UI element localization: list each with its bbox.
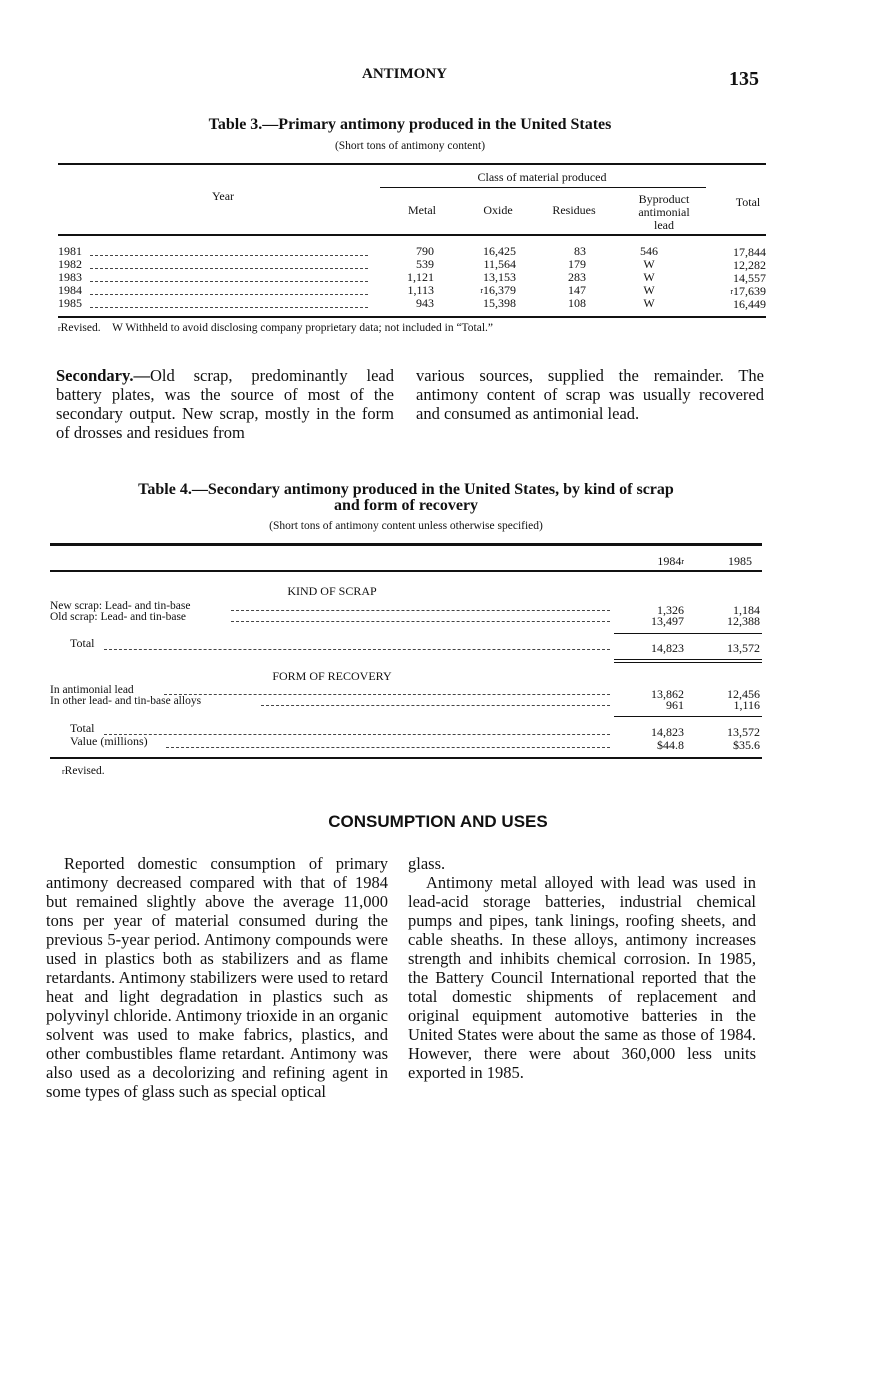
table3-col-total: Total: [735, 195, 761, 209]
page-number: 135: [729, 68, 759, 90]
consumption-right-p2: Antimony metal alloyed with lead was used in lead-acid storage batteries, industrial chemical pumps and pipes, tank linings, roofing sheets, and cable sheaths. In these alloys, antimony increases strength and inhibits chemical corrosion. In 1985, the Battery Council International reported that the total domestic shipments of replacement and original equipment automotive batteries in the United States were about the same as those of 1984. However, there were about 360,000 less units exported in 1985.: [408, 873, 756, 1082]
table4-row-label: In other lead- and tin-base alloys: [50, 695, 202, 707]
table3-cell-metal: 539: [416, 257, 434, 271]
table4-double-rule-a: [614, 659, 762, 660]
consumption-right-p1: glass.: [408, 854, 446, 873]
table3-col-metal: Metal: [408, 203, 436, 217]
table3-cell-residues: 147: [568, 283, 586, 297]
table3-cell-oxide: $^r$16,379: [480, 283, 516, 297]
table3-subcaption: (Short tons of antimony content): [334, 140, 486, 152]
table4-row-v1: 961: [666, 698, 684, 712]
table4-header-rule: [50, 570, 762, 572]
table4-row-v1: 13,862: [651, 687, 684, 701]
table4-row-leader: [164, 694, 610, 695]
table3-bottom-rule: [58, 316, 766, 318]
table4-subcaption: (Short tons of antimony content unless otherwise specified): [269, 520, 543, 532]
table4-section-form-of-recovery: FORM OF RECOVERY: [272, 669, 392, 683]
table3-cell-residues: 283: [568, 270, 586, 284]
table4-total1-v1: 14,823: [651, 641, 684, 655]
table4-total1-leader: [104, 649, 610, 650]
table3-cell-metal: 943: [416, 296, 434, 310]
table3-cell-total: 17,844: [733, 245, 766, 259]
table4-row-v2: 12,388: [727, 614, 760, 628]
table3-cell-residues: 179: [568, 257, 586, 271]
table3-cell-total: $^r$17,639: [730, 284, 766, 298]
table4-row-v2: 1,116: [733, 698, 760, 712]
table3-cell-oxide: 16,425: [483, 244, 516, 258]
table3-cell-byproduct: W: [643, 270, 655, 284]
table4-subtotal-rule: [614, 633, 762, 634]
table3-row-leader: [90, 307, 368, 308]
table3-group-rule: [380, 187, 706, 188]
table3-row-leader: [90, 281, 368, 282]
table3-row-year: 1985: [58, 296, 82, 310]
secondary-lead-in: Secondary.—: [56, 366, 150, 385]
table3-row-year: 1984: [58, 283, 82, 297]
section-heading-consumption: CONSUMPTION AND USES: [328, 812, 548, 831]
table4-value-leader: [166, 747, 610, 748]
table3-caption: Table 3.—Primary antimony produced in the United States: [208, 116, 612, 133]
table3-cell-metal: 1,121: [407, 270, 434, 284]
table3-row-year: 1983: [58, 270, 82, 284]
consumption-left-column: Reported domestic consumption of primary antimony decreased compared with that of 1984 but remained slightly above the average 11,000 tons per year of material consumed during the previous 5-year period. Antimony compounds were used in plastics both as stabilizers and as flame retardants. Antimony stabilizers were used to retard heat and light degradation in plastics such as polyvinyl chloride. Antimony trioxide in an organic solvent was used to make fabrics, plastics, and other combustibles flame retardant. Antimony was also used as a decolorizing and refining agent in some types of glass such as special optical: [46, 854, 388, 1101]
table3-cell-residues: 108: [568, 296, 586, 310]
table3-top-rule: [58, 163, 766, 165]
revised-mark: r: [480, 286, 483, 295]
table4-total2-leader: [104, 734, 610, 735]
table4-total2-label: Total: [70, 721, 95, 735]
table3-cell-oxide: 15,398: [483, 296, 516, 310]
consumption-right-column: [408, 854, 756, 1082]
secondary-paragraph-left: [56, 366, 394, 442]
table3-header-rule: [58, 234, 766, 236]
table4-value-v2: $35.6: [733, 738, 760, 752]
table3-cell-byproduct: W: [643, 257, 655, 271]
table4-caption-line2: and form of recovery: [333, 497, 479, 514]
table4-col-1985: 1985: [728, 554, 752, 568]
table4-row-leader: [231, 610, 610, 611]
table3-cell-oxide: 13,153: [483, 270, 516, 284]
table4-double-rule-b: [614, 662, 762, 663]
table4-total1-label: Total: [70, 636, 95, 650]
table4-col-1984: 1984$^r$: [657, 554, 684, 568]
table3-row-leader: [90, 294, 368, 295]
table3-cell-residues: 83: [574, 244, 586, 258]
table4-row-v1: 13,497: [651, 614, 684, 628]
table3-cell-byproduct: W: [643, 296, 655, 310]
table4-caption-line1: Table 4.—Secondary antimony produced in the United States, by kind of scrap: [138, 481, 674, 498]
table4-row-v2: 1,184: [733, 603, 760, 617]
table4-section-kind-of-scrap: KIND OF SCRAP: [287, 584, 377, 598]
table3-cell-oxide: 11,564: [483, 257, 516, 271]
table4-row-leader: [261, 705, 610, 706]
table4-row-label: Old scrap: Lead- and tin-base: [50, 611, 187, 623]
table3-col-byproduct: Byproduct antimonial lead: [638, 192, 690, 232]
table3-footnote: $^r$Revised. W Withheld to avoid disclosing company proprietary data; not included in “Total.”: [58, 322, 494, 334]
table4-row-leader: [231, 621, 610, 622]
table4-subtotal2-rule: [614, 716, 762, 717]
table3-cell-metal: 1,113: [407, 283, 434, 297]
table3-cell-total: 14,557: [733, 271, 766, 285]
table4-footnote: $^r$Revised.: [62, 765, 105, 777]
revised-mark: r: [730, 287, 733, 296]
secondary-left-text: Old scrap, predominantly lead battery plates, was the source of most of the secondary output. New scrap, mostly in the form of drosses and residues from: [56, 366, 394, 442]
table3-cell-metal: 790: [416, 244, 434, 258]
table3-cell-byproduct: 546: [640, 244, 658, 258]
table4-bottom-rule: [50, 757, 762, 759]
table3-row-year: 1981: [58, 244, 82, 258]
table3-col-year: Year: [211, 189, 235, 203]
table3-cell-total: 16,449: [733, 297, 766, 311]
table4-row-label: In antimonial lead: [50, 684, 134, 696]
table3-row-leader: [90, 268, 368, 269]
table4-row-v2: 12,456: [727, 687, 760, 701]
table4-top-rule: [50, 543, 762, 546]
table4-row-label: New scrap: Lead- and tin-base: [50, 600, 191, 612]
table4-total2-v2: 13,572: [727, 725, 760, 739]
table3-cell-byproduct: W: [643, 283, 655, 297]
table3-group-header: Class of material produced: [477, 170, 607, 184]
table4-total1-v2: 13,572: [727, 641, 760, 655]
table3-row-year: 1982: [58, 257, 82, 271]
table4-total2-v1: 14,823: [651, 725, 684, 739]
table4-row-v1: 1,326: [657, 603, 684, 617]
table3-col-oxide: Oxide: [483, 203, 513, 217]
table4-value-label: Value (millions): [70, 734, 148, 748]
table3-row-leader: [90, 255, 368, 256]
secondary-paragraph-right: various sources, supplied the remainder. The antimony content of scrap was usually recovered and consumed as antimonial lead.: [416, 366, 764, 423]
table4-value-v1: $44.8: [657, 738, 684, 752]
table3-col-residues: Residues: [552, 203, 596, 217]
table3-cell-total: 12,282: [733, 258, 766, 272]
running-title: ANTIMONY: [362, 66, 447, 82]
